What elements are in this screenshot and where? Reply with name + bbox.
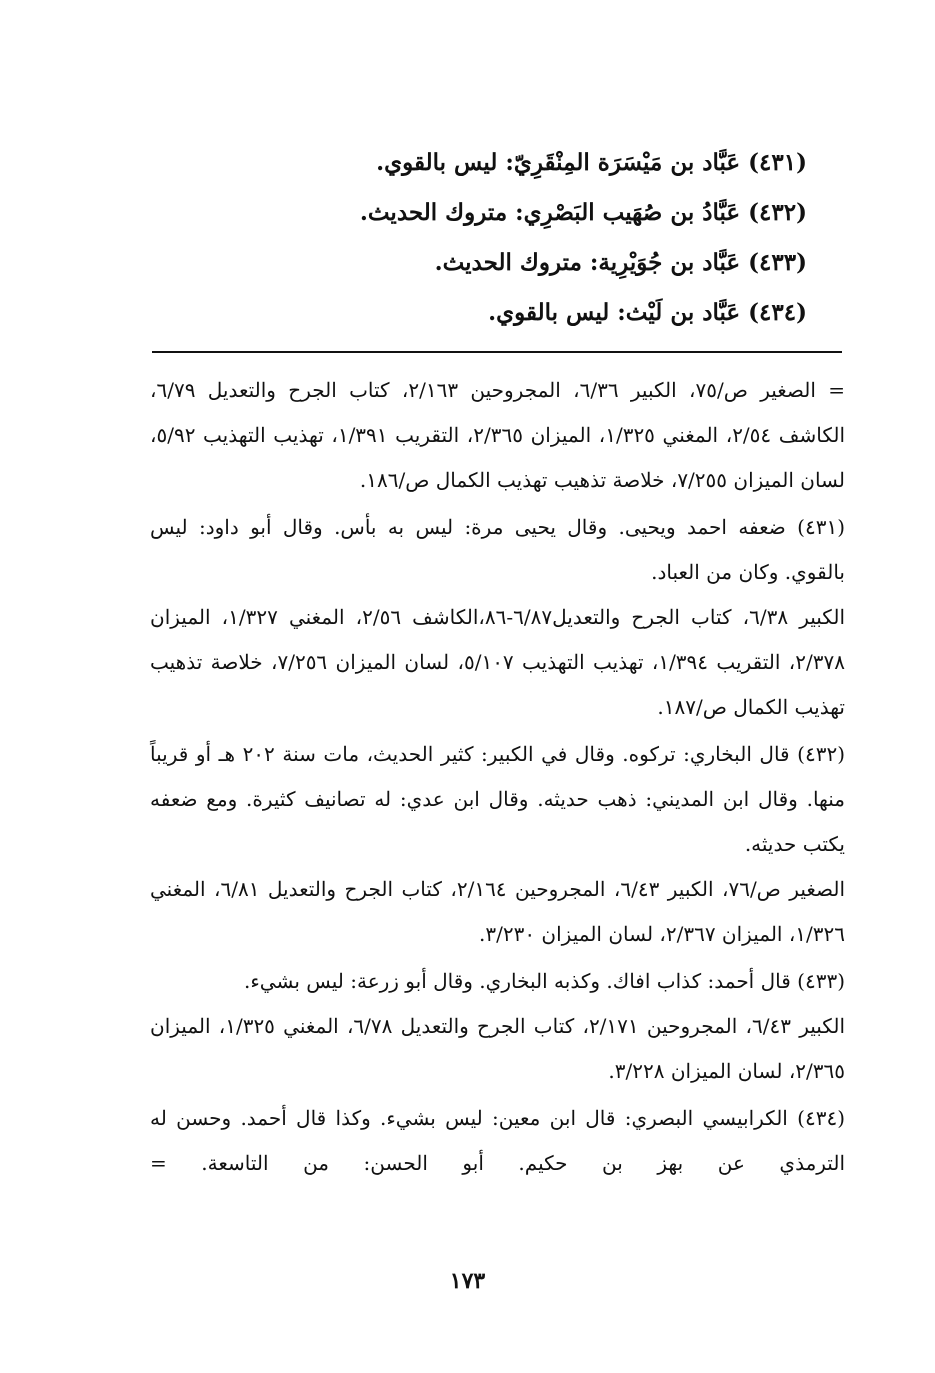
footnote-paragraph: (٤٣١) ضعفه احمد ويحيى. وقال يحيى مرة: ليس به بأس. وقال أبو داود: ليس بالقوي. وكان من العباد. [150, 515, 845, 584]
footnote-paragraph: الصغير ص/٧٦، الكبير ٦/٤٣، المجروحين ٢/١٦٤، كتاب الجرح والتعديل ٦/٨١، المغني ١/٣٢٦، الميزان ٢/٣٦٧، لسان الميزان ٣/٢٣٠. [150, 877, 846, 946]
footnote-paragraph: الكبير ٦/٣٨، كتاب الجرح والتعديل٦/٨٧-٨٦،الكاشف ٢/٥٦، المغني ١/٣٢٧، الميزان ٢/٣٧٨، التقريب ١/٣٩٤، تهذيب التهذيب ٥/١٠٧، لسان الميزان ٧/٢٥٦، خلاصة تذهيب تهذيب الكمال ص/١٨٧. [150, 605, 845, 719]
footnote-paragraph: = الصغير ص/٧٥، الكبير ٦/٣٦، المجروحين ٢/١٦٣، كتاب الجرح والتعديل ٦/٧٩، الكاشف ٢/٥٤، المغني ١/٣٢٥، الميزان ٢/٣٦٥، التقريب ١/٣٩١، تهذيب التهذيب ٥/٩٢، لسان الميزان ٧/٢٥٥، خلاصة تذهيب تهذيب الكمال ص/١٨٦. [150, 378, 846, 492]
footnote-paragraph: (٤٣٣) قال أحمد: كذاب افاك. وكذبه البخاري. وقال أبو زرعة: ليس بشيء. [244, 969, 845, 993]
narrator-entry: (٤٣١) عَبَّاد بن مَيْسَرَة المِنْقَرِيّ: ليس بالقوي. [376, 149, 807, 176]
page-number: ١٧٣ [449, 1268, 486, 1294]
footnotes [150, 368, 845, 1186]
narrator-entry: (٤٣٤) عَبَّاد بن لَيْث: ليس بالقوي. [488, 299, 807, 326]
footnote-paragraph: (٤٣٤) الكرابيسي البصري: قال ابن معين: ليس بشيء. وكذا قال أحمد. وحسن له الترمذي عن بهز بن حكيم. أبو الحسن: من التاسعة. = [150, 1106, 845, 1175]
footnote-paragraph: (٤٣٢) قال البخاري: تركوه. وقال في الكبير: كثير الحديث، مات سنة ٢٠٢ هـ أو قريباً منها. وقال ابن المديني: ذهب حديثه. وقال ابن عدي: له تصانيف كثيرة. ومع ضعفه يكتب حديثه. [150, 742, 846, 856]
footnote-paragraph: الكبير ٦/٤٣، المجروحين ٢/١٧١، كتاب الجرح والتعديل ٦/٧٨، المغني ١/٣٢٥، الميزان ٢/٣٦٥، لسان الميزان ٣/٢٢٨. [150, 1014, 845, 1083]
footnote-divider [152, 351, 842, 353]
narrator-entry: (٤٣٣) عَبَّاد بن جُوَيْرِية: متروك الحديث. [434, 249, 807, 276]
narrator-entry: (٤٣٢) عَبَّادُ بن صُهَيب البَصْرِي: متروك الحديث. [359, 199, 807, 226]
narrator-entries [247, 138, 807, 338]
